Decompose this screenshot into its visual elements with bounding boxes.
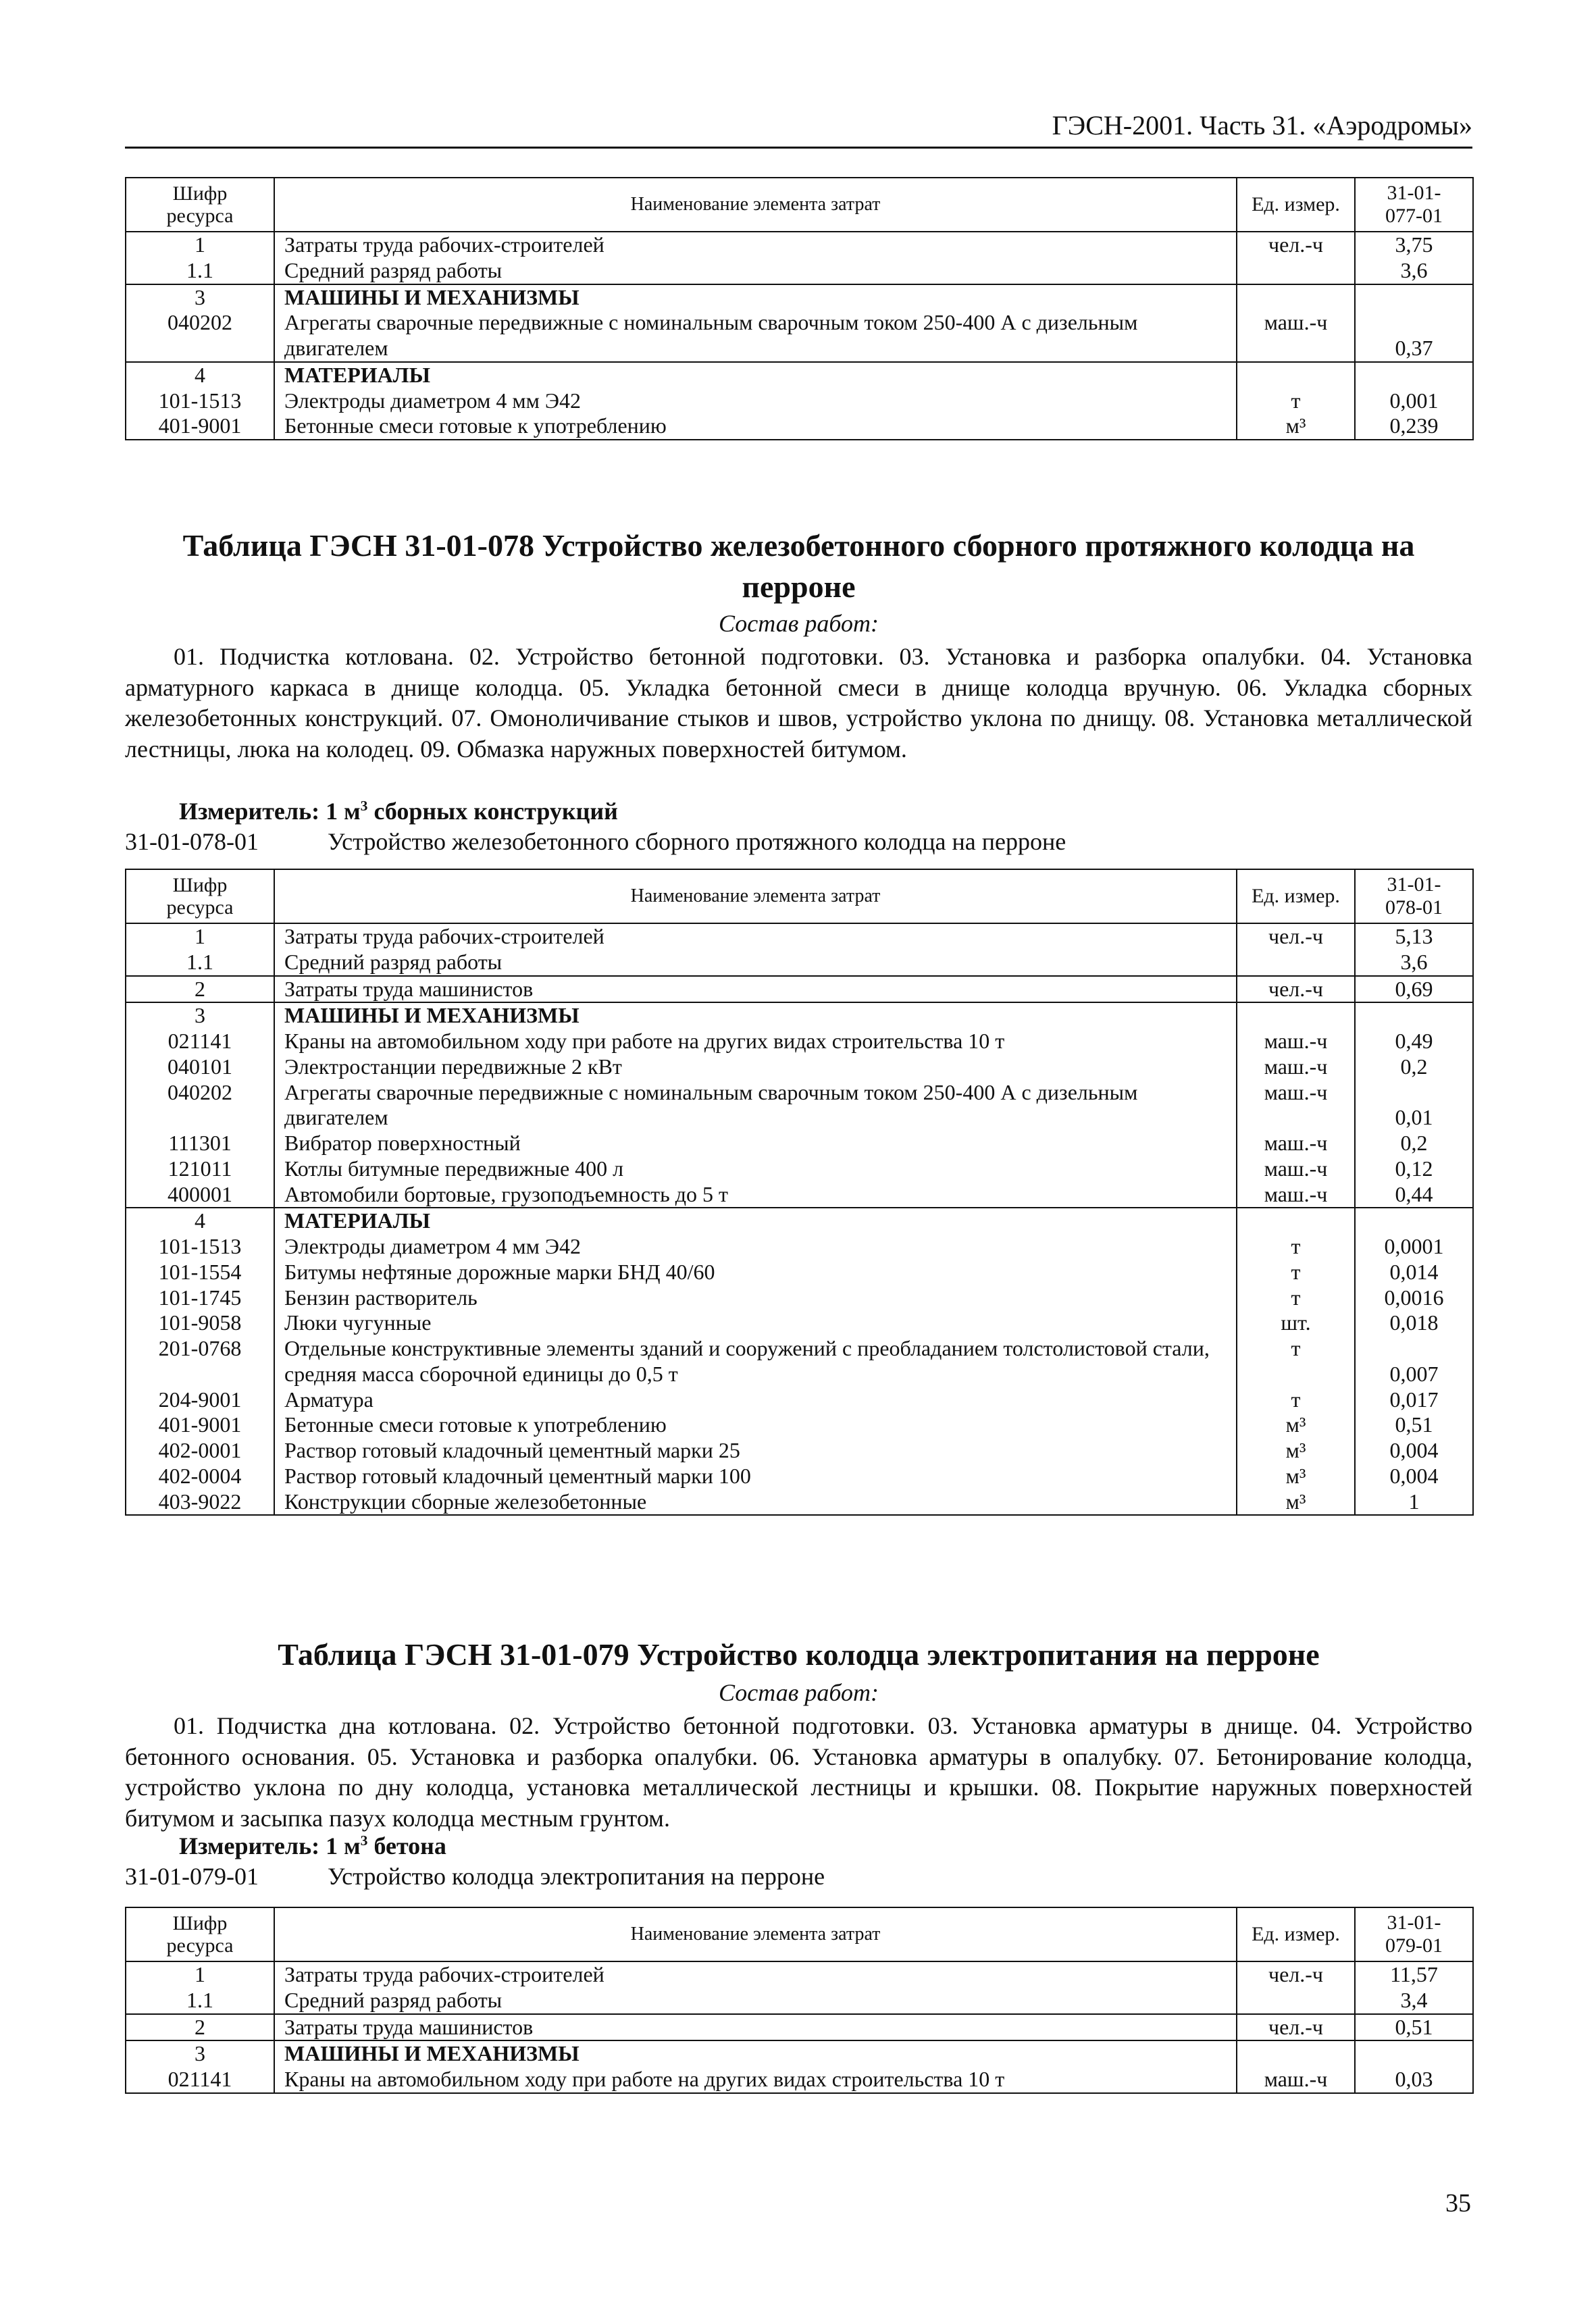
row-code: 121011 bbox=[126, 1156, 274, 1182]
measure-079: Измеритель: 1 $м^3$ бетона bbox=[179, 1832, 446, 1859]
row-code: 1.1 bbox=[126, 1988, 274, 2014]
table-row bbox=[126, 1029, 1473, 1054]
row-code: 402-0004 bbox=[126, 1464, 274, 1489]
row-code: 204-9001 bbox=[126, 1387, 274, 1413]
row-name: Конструкции сборные железобетонные bbox=[274, 1489, 1237, 1516]
row-unit: маш.-ч bbox=[1237, 1182, 1355, 1208]
row-unit: т bbox=[1237, 1285, 1355, 1311]
row-value: 3,6 bbox=[1355, 950, 1473, 976]
table-row bbox=[126, 284, 1473, 311]
row-code: 3 bbox=[126, 284, 274, 311]
row-unit: маш.-ч bbox=[1237, 2067, 1355, 2093]
row-unit: т bbox=[1237, 388, 1355, 414]
table-row bbox=[126, 1080, 1473, 1131]
table-row bbox=[126, 388, 1473, 414]
table-row bbox=[126, 1438, 1473, 1464]
table-row bbox=[126, 232, 1473, 258]
row-name: Бензин растворитель bbox=[274, 1285, 1237, 1311]
table-header bbox=[126, 178, 1473, 232]
row-unit bbox=[1237, 1002, 1355, 1029]
row-value: 11,57 bbox=[1355, 1961, 1473, 1988]
row-name: Котлы битумные передвижные 400 л bbox=[274, 1156, 1237, 1182]
row-value bbox=[1355, 2040, 1473, 2067]
row-code: 111301 bbox=[126, 1131, 274, 1156]
norm-table-077 bbox=[125, 177, 1474, 440]
row-code: 401-9001 bbox=[126, 1412, 274, 1438]
table-row bbox=[126, 1156, 1473, 1182]
row-name: Затраты труда рабочих-строителей bbox=[274, 232, 1237, 258]
row-value: 0,0001 bbox=[1355, 1234, 1473, 1260]
row-unit: т bbox=[1237, 1260, 1355, 1285]
row-unit: т bbox=[1237, 1234, 1355, 1260]
row-unit bbox=[1237, 2040, 1355, 2067]
row-unit: м³ bbox=[1237, 1412, 1355, 1438]
row-value: 0,2 bbox=[1355, 1131, 1473, 1156]
table-row bbox=[126, 1208, 1473, 1234]
row-value: 0,014 bbox=[1355, 1260, 1473, 1285]
running-header bbox=[125, 108, 1472, 149]
row-value: 3,75 bbox=[1355, 232, 1473, 258]
row-value: 0,49 bbox=[1355, 1029, 1473, 1054]
row-unit: чел.-ч bbox=[1237, 923, 1355, 950]
table-row bbox=[126, 2014, 1473, 2041]
row-unit: маш.-ч bbox=[1237, 1131, 1355, 1156]
row-value: 0,44 bbox=[1355, 1182, 1473, 1208]
norm-ref-code: 31-01-078-01 bbox=[125, 828, 259, 855]
row-unit: м³ bbox=[1237, 1438, 1355, 1464]
row-name: Электроды диаметром 4 мм Э42 bbox=[274, 388, 1237, 414]
row-value: 0,017 bbox=[1355, 1387, 1473, 1413]
column-header-unit: Ед. измер. bbox=[1237, 178, 1355, 232]
row-name: Битумы нефтяные дорожные марки БНД 40/60 bbox=[274, 1260, 1237, 1285]
row-value: 0,018 bbox=[1355, 1310, 1473, 1336]
row-value: 0,2 bbox=[1355, 1054, 1473, 1080]
row-name: Агрегаты сварочные передвижные с номинальным сварочным током 250-400 А с дизельным двигателем bbox=[274, 310, 1237, 362]
row-value: 3,4 bbox=[1355, 1988, 1473, 2014]
row-unit: чел.-ч bbox=[1237, 232, 1355, 258]
norm-ref-code: 31-01-079-01 bbox=[125, 1863, 259, 1890]
row-name: Раствор готовый кладочный цементный марки 100 bbox=[274, 1464, 1237, 1489]
row-unit: м³ bbox=[1237, 413, 1355, 440]
table-row bbox=[126, 1961, 1473, 1988]
row-value: 0,51 bbox=[1355, 2014, 1473, 2041]
row-unit bbox=[1237, 1208, 1355, 1234]
row-unit: маш.-ч bbox=[1237, 1080, 1355, 1131]
column-header-unit: Ед. измер. bbox=[1237, 1907, 1355, 1961]
row-value: 0,239 bbox=[1355, 413, 1473, 440]
row-value: 0,004 bbox=[1355, 1464, 1473, 1489]
row-name: Краны на автомобильном ходу при работе на других видах строительства 10 т bbox=[274, 2067, 1237, 2093]
row-name: Затраты труда рабочих-строителей bbox=[274, 1961, 1237, 1988]
table-header bbox=[126, 869, 1473, 923]
row-name: Электроды диаметром 4 мм Э42 bbox=[274, 1234, 1237, 1260]
row-name: Бетонные смеси готовые к употреблению bbox=[274, 1412, 1237, 1438]
row-code: 101-1554 bbox=[126, 1260, 274, 1285]
table-row bbox=[126, 2067, 1473, 2093]
column-header-code: Шифр ресурса bbox=[126, 869, 274, 923]
table-row bbox=[126, 1131, 1473, 1156]
table-row bbox=[126, 923, 1473, 950]
row-unit bbox=[1237, 284, 1355, 311]
row-code: 2 bbox=[126, 976, 274, 1003]
table-row bbox=[126, 950, 1473, 976]
row-code: 1.1 bbox=[126, 258, 274, 284]
row-name: Средний разряд работы bbox=[274, 258, 1237, 284]
row-value: 0,007 bbox=[1355, 1336, 1473, 1387]
table-row bbox=[126, 1412, 1473, 1438]
row-code: 403-9022 bbox=[126, 1489, 274, 1516]
norm-table-078 bbox=[125, 869, 1474, 1516]
row-code: 040202 bbox=[126, 1080, 274, 1131]
row-name: Краны на автомобильном ходу при работе на других видах строительства 10 т bbox=[274, 1029, 1237, 1054]
row-code: 101-9058 bbox=[126, 1310, 274, 1336]
table-row bbox=[126, 1002, 1473, 1029]
column-header-norm-number: 31-01- 077-01 bbox=[1355, 178, 1473, 232]
row-value: 0,03 bbox=[1355, 2067, 1473, 2093]
table-row bbox=[126, 1988, 1473, 2014]
norm-ref-name: Устройство железобетонного сборного протяжного колодца на перроне bbox=[328, 828, 1066, 855]
row-name: Вибратор поверхностный bbox=[274, 1131, 1237, 1156]
row-name: Средний разряд работы bbox=[274, 1988, 1237, 2014]
table-row bbox=[126, 1260, 1473, 1285]
column-header-name: Наименование элемента затрат bbox=[274, 869, 1237, 923]
row-unit: т bbox=[1237, 1387, 1355, 1413]
row-name: МАШИНЫ И МЕХАНИЗМЫ bbox=[274, 284, 1237, 311]
row-value: 0,37 bbox=[1355, 310, 1473, 362]
row-code: 4 bbox=[126, 362, 274, 388]
row-code: 201-0768 bbox=[126, 1336, 274, 1387]
row-value: 3,6 bbox=[1355, 258, 1473, 284]
row-code: 1 bbox=[126, 1961, 274, 1988]
column-header-name: Наименование элемента затрат bbox=[274, 1907, 1237, 1961]
row-unit: чел.-ч bbox=[1237, 1961, 1355, 1988]
row-code: 101-1513 bbox=[126, 388, 274, 414]
row-value bbox=[1355, 1002, 1473, 1029]
row-name: Автомобили бортовые, грузоподъемность до 5 т bbox=[274, 1182, 1237, 1208]
column-header-norm-number: 31-01- 079-01 bbox=[1355, 1907, 1473, 1961]
row-value: 0,01 bbox=[1355, 1080, 1473, 1131]
table-row bbox=[126, 1182, 1473, 1208]
row-unit: м³ bbox=[1237, 1489, 1355, 1516]
row-value: 0,001 bbox=[1355, 388, 1473, 414]
table-row bbox=[126, 2040, 1473, 2067]
row-unit: т bbox=[1237, 1336, 1355, 1387]
row-name: МАШИНЫ И МЕХАНИЗМЫ bbox=[274, 2040, 1237, 2067]
row-code: 040202 bbox=[126, 310, 274, 362]
row-value: 0,004 bbox=[1355, 1438, 1473, 1464]
row-unit bbox=[1237, 362, 1355, 388]
row-name: Затраты труда машинистов bbox=[274, 976, 1237, 1003]
norm-ref-078 bbox=[125, 827, 1066, 856]
row-code: 401-9001 bbox=[126, 413, 274, 440]
row-unit: маш.-ч bbox=[1237, 1054, 1355, 1080]
column-header-name: Наименование элемента затрат bbox=[274, 178, 1237, 232]
row-code: 2 bbox=[126, 2014, 274, 2041]
row-code: 021141 bbox=[126, 2067, 274, 2093]
row-code: 101-1745 bbox=[126, 1285, 274, 1311]
row-name: Отдельные конструктивные элементы зданий и сооружений с преобладанием толстолистовой стали, средняя масса сборочной единицы до 0,5 т bbox=[274, 1336, 1237, 1387]
row-code: 3 bbox=[126, 2040, 274, 2067]
row-unit: маш.-ч bbox=[1237, 310, 1355, 362]
norm-ref-079 bbox=[125, 1862, 825, 1891]
row-name: Затраты труда машинистов bbox=[274, 2014, 1237, 2041]
row-code: 1 bbox=[126, 923, 274, 950]
row-unit bbox=[1237, 1988, 1355, 2014]
row-value: 0,12 bbox=[1355, 1156, 1473, 1182]
row-unit bbox=[1237, 258, 1355, 284]
row-name: МАТЕРИАЛЫ bbox=[274, 362, 1237, 388]
row-value: 0,0016 bbox=[1355, 1285, 1473, 1311]
row-code: 101-1513 bbox=[126, 1234, 274, 1260]
column-header-norm-number: 31-01- 078-01 bbox=[1355, 869, 1473, 923]
row-name: МАШИНЫ И МЕХАНИЗМЫ bbox=[274, 1002, 1237, 1029]
row-code: 1 bbox=[126, 232, 274, 258]
row-unit: шт. bbox=[1237, 1310, 1355, 1336]
column-header-code: Шифр ресурса bbox=[126, 178, 274, 232]
column-header-unit: Ед. измер. bbox=[1237, 869, 1355, 923]
row-unit: чел.-ч bbox=[1237, 2014, 1355, 2041]
row-name: МАТЕРИАЛЫ bbox=[274, 1208, 1237, 1234]
table-row bbox=[126, 1285, 1473, 1311]
row-code: 4 bbox=[126, 1208, 274, 1234]
column-header-code: Шифр ресурса bbox=[126, 1907, 274, 1961]
row-name: Арматура bbox=[274, 1387, 1237, 1413]
row-value: 0,69 bbox=[1355, 976, 1473, 1003]
row-unit bbox=[1237, 950, 1355, 976]
measure-078: Измеритель: 1 $м^3$ сборных конструкций bbox=[179, 798, 618, 825]
row-code: 040101 bbox=[126, 1054, 274, 1080]
row-unit: чел.-ч bbox=[1237, 976, 1355, 1003]
table-row bbox=[126, 413, 1473, 440]
row-unit: м³ bbox=[1237, 1464, 1355, 1489]
row-name: Средний разряд работы bbox=[274, 950, 1237, 976]
composition-label-078: Состав работ: bbox=[719, 610, 879, 637]
norm-ref-name: Устройство колодца электропитания на перроне bbox=[328, 1863, 825, 1890]
table-row bbox=[126, 1464, 1473, 1489]
row-name: Люки чугунные bbox=[274, 1310, 1237, 1336]
row-value: 1 bbox=[1355, 1489, 1473, 1516]
table-row bbox=[126, 258, 1473, 284]
row-name: Раствор готовый кладочный цементный марки 25 bbox=[274, 1438, 1237, 1464]
row-code: 021141 bbox=[126, 1029, 274, 1054]
row-value bbox=[1355, 362, 1473, 388]
row-code: 402-0001 bbox=[126, 1438, 274, 1464]
table-078-title: Таблица ГЭСН 31-01-078 Устройство железобетонного сборного протяжного колодца на перроне bbox=[182, 528, 1415, 604]
row-name: Бетонные смеси готовые к употреблению bbox=[274, 413, 1237, 440]
row-name: Затраты труда рабочих-строителей bbox=[274, 923, 1237, 950]
table-row bbox=[126, 1336, 1473, 1387]
row-code: 3 bbox=[126, 1002, 274, 1029]
row-value: 0,51 bbox=[1355, 1412, 1473, 1438]
table-row bbox=[126, 1310, 1473, 1336]
row-value bbox=[1355, 284, 1473, 311]
row-unit: маш.-ч bbox=[1237, 1029, 1355, 1054]
row-name: Агрегаты сварочные передвижные с номинальным сварочным током 250-400 А с дизельным двигателем bbox=[274, 1080, 1237, 1131]
composition-text-078: 01. Подчистка котлована. 02. Устройство бетонной подготовки. 03. Установка и разборка опалубки. 04. Установка арматурного каркаса в днище колодца. 05. Укладка бетонной смеси в днище колодца вручную. 06. Укладка сборных железобетонных конструкций. 07. Омоноличивание стыков и швов, устройство уклона по днищу. 08. Установка металлической лестницы, люка на колодец. 09. Обмазка наружных поверхностей битумом. bbox=[125, 643, 1472, 763]
page-number: 35 bbox=[1445, 2189, 1471, 2217]
row-unit: маш.-ч bbox=[1237, 1156, 1355, 1182]
table-row bbox=[126, 1054, 1473, 1080]
table-079-title: Таблица ГЭСН 31-01-079 Устройство колодца электропитания на перроне bbox=[278, 1637, 1320, 1672]
norm-table-079 bbox=[125, 1907, 1474, 2094]
composition-label-079: Состав работ: bbox=[719, 1679, 879, 1706]
table-row bbox=[126, 1234, 1473, 1260]
row-code: 400001 bbox=[126, 1182, 274, 1208]
row-value: 5,13 bbox=[1355, 923, 1473, 950]
table-row bbox=[126, 310, 1473, 362]
composition-text-079: 01. Подчистка дна котлована. 02. Устройство бетонной подготовки. 03. Установка арматуры в днище. 04. Устройство бетонного основания. 05. Установка и разборка опалубки. 06. Установка арматуры в опалубку. 07. Бетонирование колодца, устройство уклона по дну колодца, установка металлической лестницы и крышки. 08. Покрытие наружных поверхностей битумом и засыпка пазух колодца местным грунтом. bbox=[125, 1712, 1472, 1832]
table-row bbox=[126, 1387, 1473, 1413]
row-name: Электростанции передвижные 2 кВт bbox=[274, 1054, 1237, 1080]
table-row bbox=[126, 362, 1473, 388]
table-header bbox=[126, 1907, 1473, 1961]
table-row bbox=[126, 976, 1473, 1003]
row-value bbox=[1355, 1208, 1473, 1234]
running-title: ГЭСН-2001. Часть 31. «Аэродромы» bbox=[1052, 110, 1472, 140]
row-code: 1.1 bbox=[126, 950, 274, 976]
table-row bbox=[126, 1489, 1473, 1516]
